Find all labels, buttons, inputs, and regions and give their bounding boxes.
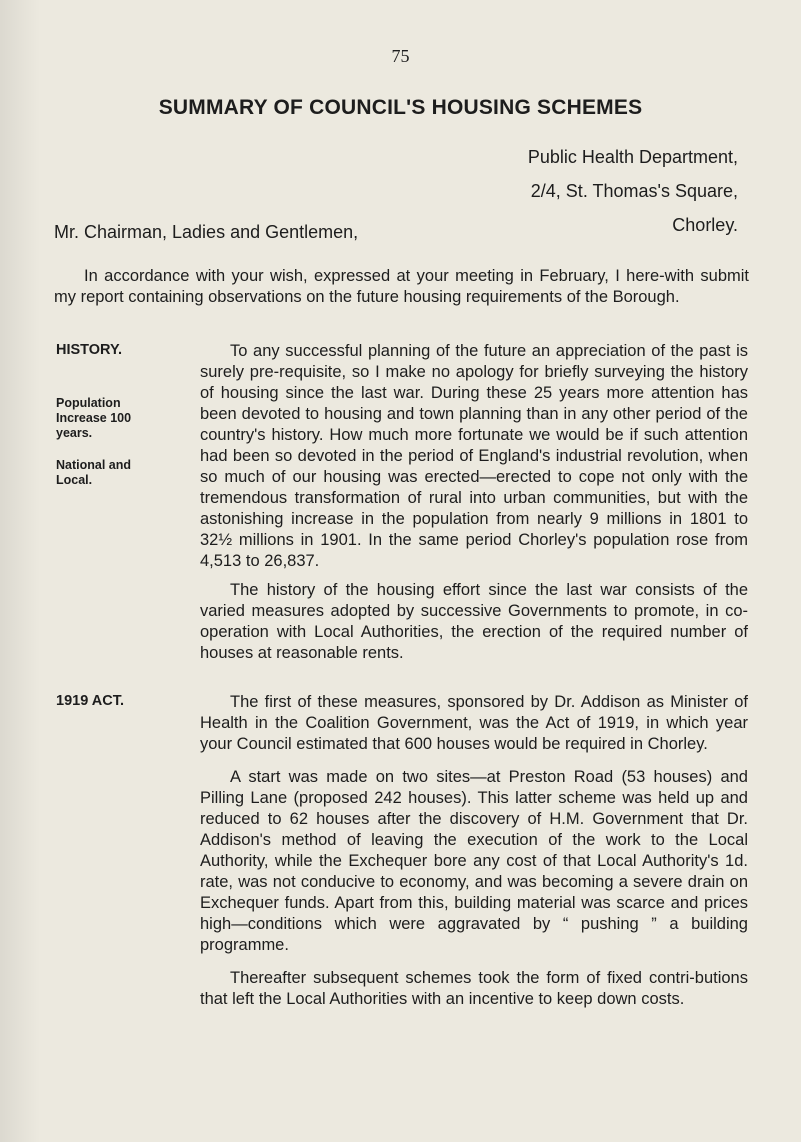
population-note-line-2: Increase 100: [56, 411, 132, 425]
population-margin-note: [56, 396, 131, 441]
national-note-line-2: Local.: [56, 473, 93, 487]
history-margin-heading: HISTORY.: [56, 342, 123, 358]
page-edge-shadow: [0, 0, 40, 1142]
address-line-2: 2/4, St. Thomas's Square,: [530, 181, 738, 201]
history-paragraph-2: The history of the housing effort since the last war consists of the varied measures adopted by successive Governments to promote, in co-operation with Local Authorities, the erection of the required number of houses at reasonable rents.: [200, 581, 748, 662]
national-local-margin-note: [56, 458, 131, 488]
sender-address: [528, 140, 738, 242]
page-title: SUMMARY OF COUNCIL'S HOUSING SCHEMES: [158, 96, 643, 119]
history-paragraph-1: To any successful planning of the future an appreciation of the past is surely pre-requisite, so I make no apology for briefly surveying the history of housing since the last war. During these 25 years more attention has been devoted to housing and town planning than in any other period of the country's history. How much more fortunate we would be if such attention had been so devoted in the period of England's industrial revolution, when so much of our housing was erected—erected to cope not only with the tremendous transformation of rural into urban communities, but with the astonishing increase in the population from nearly 9 millions in 1801 to 32½ millions in 1901. In the same period Chorley's population rose from 4,513 to 26,837.: [200, 342, 748, 570]
act-paragraph-2: A start was made on two sites—at Preston Road (53 houses) and Pilling Lane (proposed 242 houses). This latter scheme was held up and reduced to 62 houses after the discovery of H.M. Government that Dr. Addison's method of leaving the execution of the work to the Local Authority, while the Exchequer bore any cost of that Local Authority's 1d. rate, was not conducive to economy, and was becoming a severe drain on Exchequer funds. Apart from this, building material was scarce and prices high—conditions which were aggravated by “ pushing ” a building programme.: [200, 768, 748, 954]
population-note-line-3: years.: [56, 426, 93, 440]
population-note-line-1: Population: [56, 396, 121, 410]
act-paragraph-1: The first of these measures, sponsored by Dr. Addison as Minister of Health in the Coalition Government, was the Act of 1919, in which year your Council estimated that 600 houses would be required in Chorley.: [200, 693, 748, 753]
national-note-line-1: National and: [56, 458, 132, 472]
act-paragraph-3: Thereafter subsequent schemes took the form of fixed contri-butions that left the Local Authorities with an incentive to keep down costs.: [200, 969, 748, 1008]
history-section: [200, 341, 748, 664]
page-number: 75: [391, 46, 410, 66]
address-line-3: Chorley.: [672, 215, 738, 235]
act-1919-section: [200, 692, 748, 1010]
intro-paragraph: In accordance with your wish, expressed at your meeting in February, I here-with submit my report containing observations on the future housing requirements of the Borough.: [54, 267, 749, 306]
salutation: Mr. Chairman, Ladies and Gentlemen,: [54, 222, 359, 242]
address-line-1: Public Health Department,: [527, 147, 738, 167]
act-1919-margin-heading: 1919 ACT.: [56, 693, 124, 709]
